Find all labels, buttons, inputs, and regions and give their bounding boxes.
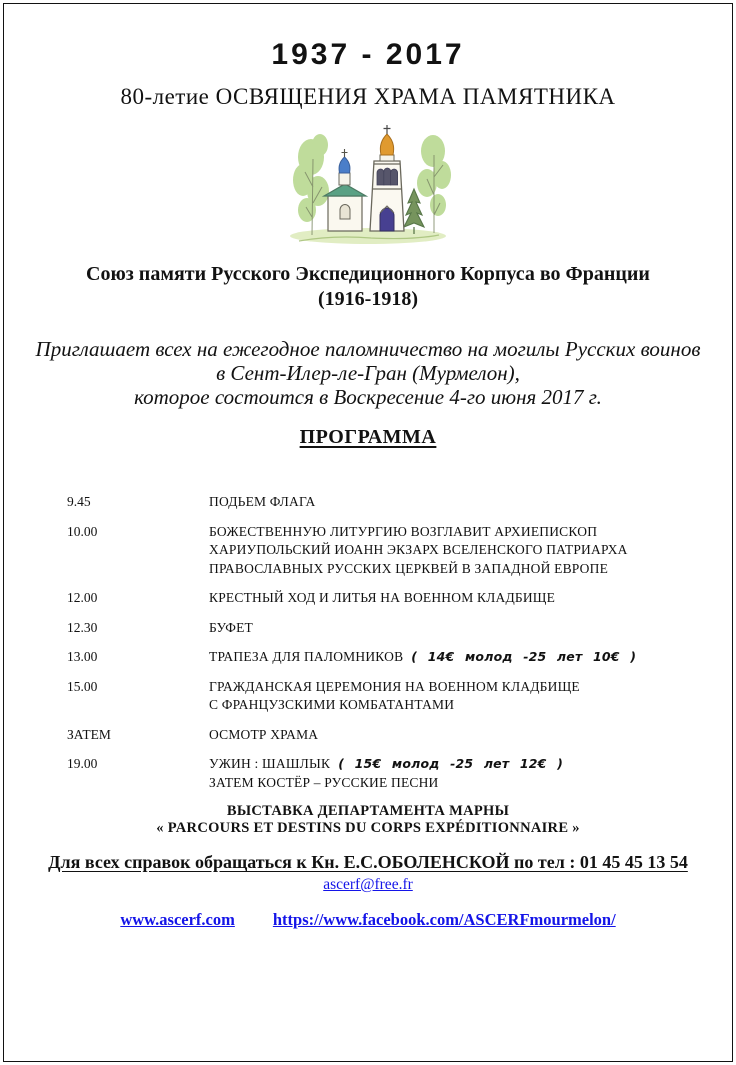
program-heading: ПРОГРАММА (299, 426, 437, 448)
program-time: 12.00 (67, 590, 98, 605)
exhibition-announcement: ВЫСТАВКА ДЕПАРТАМЕНТА МАРНЫ « PARCOURS ET DESTINS DU CORPS EXPÉDITIONNAIRE » (156, 803, 580, 836)
church-illustration (4, 117, 732, 247)
fir-tree (404, 189, 424, 234)
anniversary-years-title: 1937 - 2017 (271, 38, 465, 71)
program-time: 19.00 (67, 756, 98, 771)
program-time: 12.30 (67, 619, 98, 635)
program-schedule (4, 493, 732, 792)
program-time: 15.00 (67, 678, 98, 694)
organization-name: Союз памяти Русского Экспедиционного Корпуса во Франции (1916-1918) (4, 262, 732, 312)
invitation-text: Приглашает всех на ежегодное паломничество на могилы Русских воинов в Сент-Илер-ле-Гран (Мурмелон), которое состоится в Воскресение 4-го июня 2017 г. (35, 337, 701, 409)
program-row-dinner (67, 755, 732, 792)
email-link[interactable]: ascerf@free.fr (323, 876, 413, 893)
facebook-link[interactable]: https://www.facebook.com/ASCERFmourmelon/ (272, 910, 616, 929)
blue-onion-dome (339, 157, 350, 173)
right-tree (417, 135, 451, 233)
program-description: БОЖЕСТВЕННУЮ ЛИТУРГИЮ ВОЗГЛАВИТ АРХИЕПИСКОП ХАРИУПОЛЬСКИЙ ИОАНН ЭКЗАРХ ВСЕЛЕНСКОГО ПАТРИАРХА ПРАВОСЛАВНЫХ РУССКИХ ЦЕРКВЕЙ В ЗАПАДНОЙ ЕВРОПЕ (209, 523, 628, 576)
church-sketch-svg (281, 117, 456, 247)
bell-tower (370, 125, 404, 231)
program-description: БУФЕТ (209, 619, 253, 635)
program-description: ОСМОТР ХРАМА (209, 726, 319, 742)
program-description: УЖИН : ШАШЛЫК ( 15€ молод -25 лет 12€ ) ЗАТЕМ КОСТЁР – РУССКИЕ ПЕСНИ (209, 756, 564, 790)
program-row-procession (67, 589, 732, 608)
program-description: ГРАЖДАНСКАЯ ЦЕРЕМОНИЯ НА ВОЕННОМ КЛАДБИЩЕ С ФРАНЦУЗСКИМИ КОМБАТАНТАМИ (209, 678, 580, 712)
left-tree (293, 134, 329, 235)
program-time: 13.00 (67, 649, 98, 664)
program-row-liturgy (67, 523, 732, 579)
program-row-meal (67, 648, 732, 667)
program-row-ceremony (67, 678, 732, 715)
organization-years: (1916-1918) (318, 288, 418, 310)
ground-wash (290, 228, 446, 244)
program-row-flag (67, 493, 732, 512)
dinner-price: ( 15€ молод -25 лет 12€ ) (338, 756, 564, 771)
contact-info-line: Для всех справок обращаться к Кн. Е.С.ОБОЛЕНСКОЙ по тел : 01 45 45 13 54 (48, 852, 688, 872)
church-nave (324, 149, 366, 231)
program-description: КРЕСТНЫЙ ХОД И ЛИТЬЯ НА ВОЕННОМ КЛАДБИЩЕ (209, 590, 556, 605)
meal-price: ( 14€ молод -25 лет 10€ ) (411, 649, 637, 664)
program-description: ПОДЬЕМ ФЛАГА (209, 494, 316, 509)
program-description: ТРАПЕЗА ДЛЯ ПАЛОМНИКОВ ( 14€ молод -25 лет 10€ ) (209, 649, 637, 664)
flyer-page (3, 3, 733, 1062)
belfry-arches (377, 168, 398, 185)
website-link[interactable]: www.ascerf.com (120, 910, 235, 929)
program-time: ЗАТЕМ (67, 726, 111, 742)
program-row-church-visit (67, 726, 732, 745)
program-time: 10.00 (67, 523, 98, 539)
program-time: 9.45 (67, 494, 91, 509)
program-row-buffet (67, 619, 732, 638)
anniversary-subtitle: 80-летие ОСВЯЩЕНИЯ ХРАМА ПАМЯТНИКА (120, 84, 616, 109)
gold-onion-dome (380, 134, 393, 155)
